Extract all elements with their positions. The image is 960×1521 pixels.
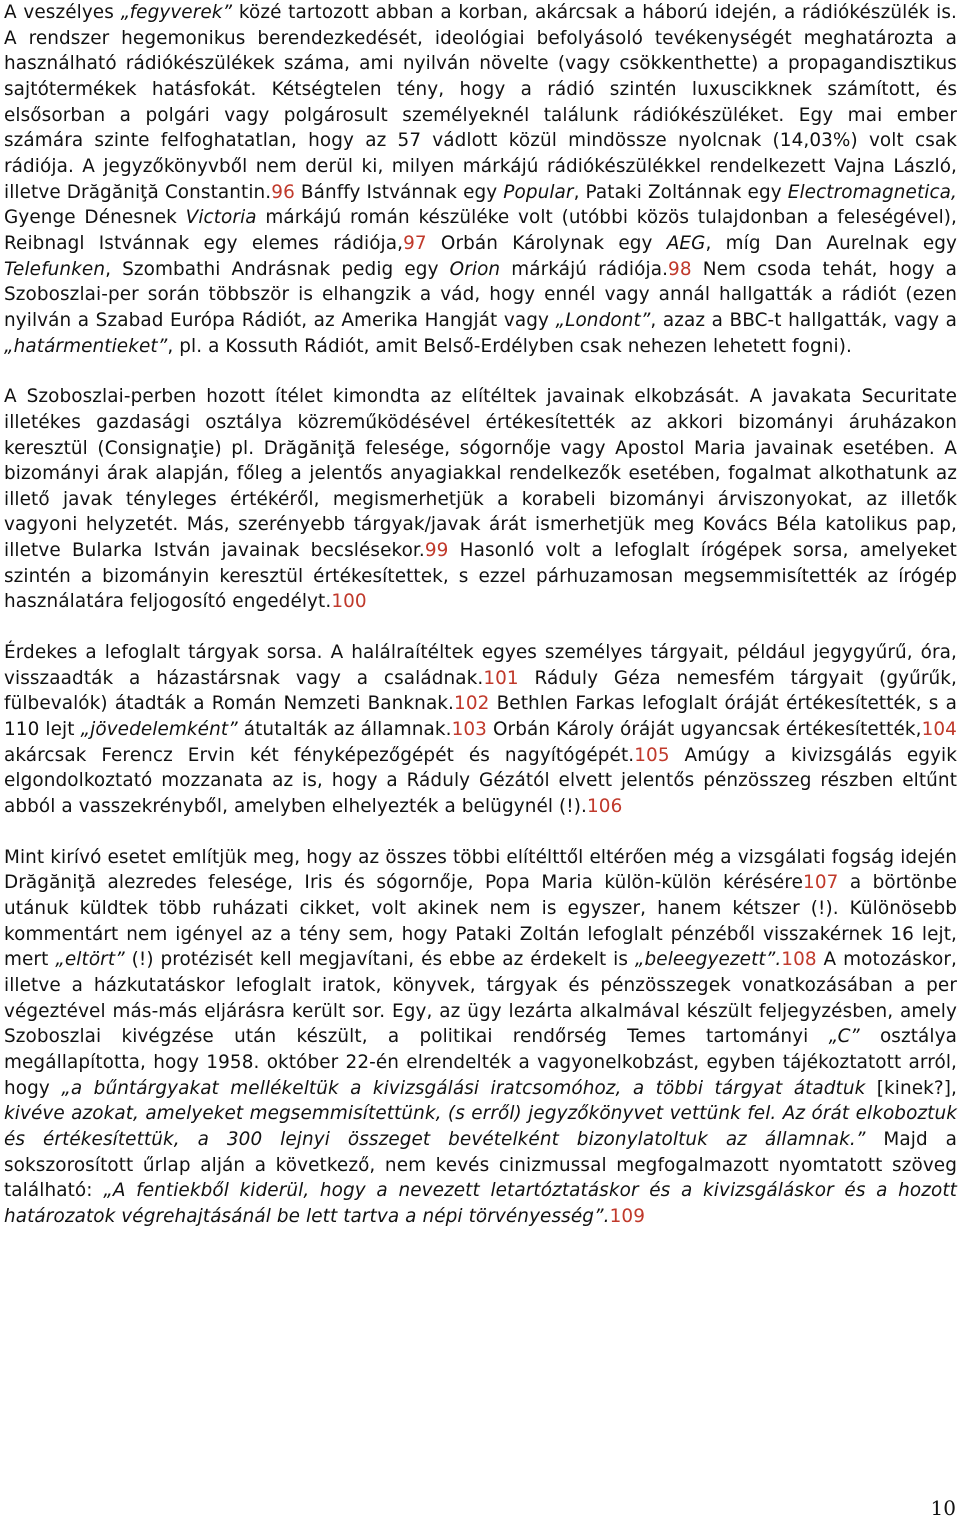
italic-text: „jövedelemként” (80, 719, 238, 741)
footnote-ref-105[interactable]: 105 (634, 744, 670, 766)
text-run: Hasonló volt a lefoglalt írógépek sorsa, amelyeket szintén a bizományin keresztül értékesítettek, s ezzel párhuzamosan megsemmisítették az írógép használatára feljogosító engedélyt. (4, 540, 957, 613)
paragraph-2 (4, 384, 957, 615)
italic-text: Victoria (185, 207, 257, 229)
italic-text: „határmentieket” (4, 335, 168, 357)
paragraph-3 (4, 640, 957, 820)
footnote-ref-101[interactable]: 101 (483, 667, 519, 689)
footnote-ref-107[interactable]: 107 (803, 872, 839, 894)
page-number: 10 (930, 1496, 956, 1520)
italic-text: Orion (449, 258, 501, 280)
text-run: Mint kirívó esetet említjük meg, hogy az összes többi elítélttől eltérően még a vizsgálati fogság idején Drăgăniţă alezredes felesége, Iris és sógornője, Popa Maria külön-külön kérésére (4, 846, 957, 894)
text-run: Gyenge Dénesnek (4, 207, 186, 229)
text-run: akárcsak Ferencz Ervin két fényképezőgépét és nagyítógépét. (4, 744, 635, 766)
italic-text: „Londont” (555, 309, 651, 331)
italic-text: Telefunken (4, 258, 106, 280)
text-run: , Pataki Zoltánnak egy (573, 181, 788, 203)
italic-text: Popular (503, 181, 574, 203)
text-run: A motozáskor, illetve a házkutatáskor lefoglalt iratok, könyvek, tárgyak és pénzösszegek vonatkozásában a per végeztével más-más eljárásra került sor. Egy, az ügy lezárta alkalmával készült feljegyzésben, amely Szoboszlai kivégzése után készült, a politikai rendőrség Temes tartományi (4, 949, 957, 1048)
text-run: Bánffy Istvánnak egy (294, 181, 504, 203)
text-run: Ráduly Géza nemesfém tárgyait (gyűrűk, fülbevalók) átadták a Román Nemzeti Banknak. (4, 667, 957, 715)
text-run: márkájú rádiója. (500, 258, 669, 280)
text-run: márkájú román készüléke volt (utóbbi közös tulajdonban a feleségével), Reibnagl Istvánnak egy elemes rádiója, (4, 207, 957, 254)
footnote-ref-108[interactable]: 108 (781, 949, 817, 971)
footnote-ref-104[interactable]: 104 (921, 719, 957, 741)
text-run: Majd a sokszorosított űrlap alján a következő, nem kevés cinizmussal megfogalmazott nyomtatott szöveg található: (4, 1128, 957, 1202)
document-page (4, 0, 957, 1230)
footnote-ref-99[interactable]: 99 (424, 540, 449, 562)
italic-text: „A fentiekből kiderül, hogy a nevezett letartóztatáskor és a kivizsgáláskor és a hozott határozatok végrehajtásánál be lett tartva a népi törvényesség”. (4, 1180, 957, 1227)
text-run: Orbán Károlynak egy (426, 232, 667, 254)
footnote-ref-106[interactable]: 106 (587, 796, 623, 818)
text-run: , pl. a Kossuth Rádiót, amit Belső-Erdélyben csak nehezen lehetett fogni). (167, 335, 852, 357)
text-run: A Szoboszlai-perben hozott ítélet kimondta az elítéltek javainak elkobzását. A javakata Securitate illetékes gazdasági osztálya közreműködésével értékesítették az akkori bizományi áruházakon keresztül (Consignaţie) pl. Drăgăniţă felesége, sógornője vagy Apostol Maria javainak esetében. A bizományi árak alapján, főleg a jelentős anyagiakkal rendelkezők esetében, fogalmat alkothatunk az illető javak tényleges értékéről, megismerhetjük a korabeli bizományi árviszonyokat, az illetők vagyoni helyzetét. Más, szerényebb tárgyak/javak árát ismerhetjük meg Kovács Béla katolikus pap, illetve Bularka István javainak becslésekor. (4, 386, 957, 562)
text-run: Amúgy a kivizsgálás egyik elgondolkoztató mozzanata az is, hogy a Ráduly Gézától elvett jelentős pénzösszeg részben eltűnt abból a vasszekrényből, amelyben elhelyezték a belügynél (!). (4, 744, 957, 818)
text-run: átutalták az államnak. (237, 719, 452, 741)
text-run: Nem csoda tehát, hogy a Szoboszlai-per során többször is elhangzik a vád, hogy ennél vagy annál hallgatták a rádiót (ezen nyilván a Szabad Európa Rádiót, az Amerika Hangját vagy (4, 258, 957, 331)
text-run: a börtönbe utánuk küldtek több ruházati cikket, volt akinek nem is egyszer, hanem kétszer (!). Különösebb kommentárt nem igényel az a tény sem, hogy Pataki Zoltán lefoglalt pénzéből visszakérnek 16 lejt, mert (4, 872, 957, 971)
italic-text: „C” (828, 1026, 860, 1048)
text-run: , míg Dan Aurelnak egy (705, 232, 957, 254)
text-run: osztálya megállapította, hogy 1958. október 22-én elrendelték a vagyonelkobzást, egyben tájékoztatott arról, hogy (4, 1026, 957, 1099)
text-run: Orbán Károly óráját ugyancsak értékesítették, (486, 719, 922, 741)
text-run: közé tartozott abban a korban, akárcsak a háború idején, a rádiókészülék is. A rendszer hegemonikus berendezkedését, ideológiai befolyásoló tevékenységét meghatározta a használható rádiókészülékek száma, ami nyilván növelte (vagy csökkenthette) a propagandisztikus sajtótermékek hatásfokát. Kétségtelen tény, hogy a rádió szintén luxuscikknek számított, és elsősorban a polgári vagy polgárosult személyeknél találunk rádiókészüléket. Egy mai ember számára szinte felfoghatatlan, hogy az 57 vádlott közül mindössze nyolcnak (14,03%) volt csak rádiója. A jegyzőkönyvből nem derül ki, milyen márkájú rádiókészülékkel rendelkezett Vajna László, illetve Drăgăniţă Constantin. (4, 2, 958, 203)
footnote-ref-97[interactable]: 97 (403, 232, 427, 254)
paragraph-1 (4, 0, 957, 359)
paragraph-4 (4, 845, 957, 1230)
italic-text: „eltört” (55, 949, 125, 971)
text-run: [kinek?], (865, 1077, 957, 1099)
italic-text: AEG (666, 232, 706, 254)
text-run: A veszélyes (4, 2, 121, 23)
text-run: (!) protézisét kell megjavítani, és ebbe az érdekelt is (124, 949, 635, 971)
italic-text: „beleegyezett”. (634, 949, 782, 971)
text-run: Bethlen Farkas lefoglalt óráját értékesítették, s a 110 lejt (4, 693, 957, 741)
footnote-ref-100[interactable]: 100 (331, 591, 367, 613)
footnote-ref-109[interactable]: 109 (609, 1205, 645, 1227)
footnote-ref-103[interactable]: 103 (451, 719, 487, 741)
italic-text: „fegyverek” (120, 2, 233, 23)
footnote-ref-102[interactable]: 102 (454, 693, 490, 715)
text-run: , azaz a BBC-t hallgatták, vagy a (650, 309, 957, 331)
italic-text: kivéve azokat, amelyeket megsemmisítettünk, (s erről) jegyzőkönyvet vettünk fel. Az órát elkoboztuk és értékesítettük, a 300 lejnyi összeget bevételként bizonylatoltuk az államnak.” (4, 1103, 957, 1150)
italic-text: „a bűntárgyakat mellékeltük a kivizsgálási iratcsomóhoz, a többi tárgyat átadtuk (61, 1077, 866, 1099)
text-run: Érdekes a lefoglalt tárgyak sorsa. A halálraítéltek egyes személyes tárgyait, például jegygyűrű, óra, visszaadták a házastársnak vagy a családnak. (4, 642, 957, 689)
footnote-ref-98[interactable]: 98 (668, 258, 692, 280)
italic-text: Electromagnetica, (787, 181, 957, 203)
footnote-ref-96[interactable]: 96 (271, 181, 295, 203)
text-run: , Szombathi Andrásnak pedig egy (105, 258, 450, 280)
